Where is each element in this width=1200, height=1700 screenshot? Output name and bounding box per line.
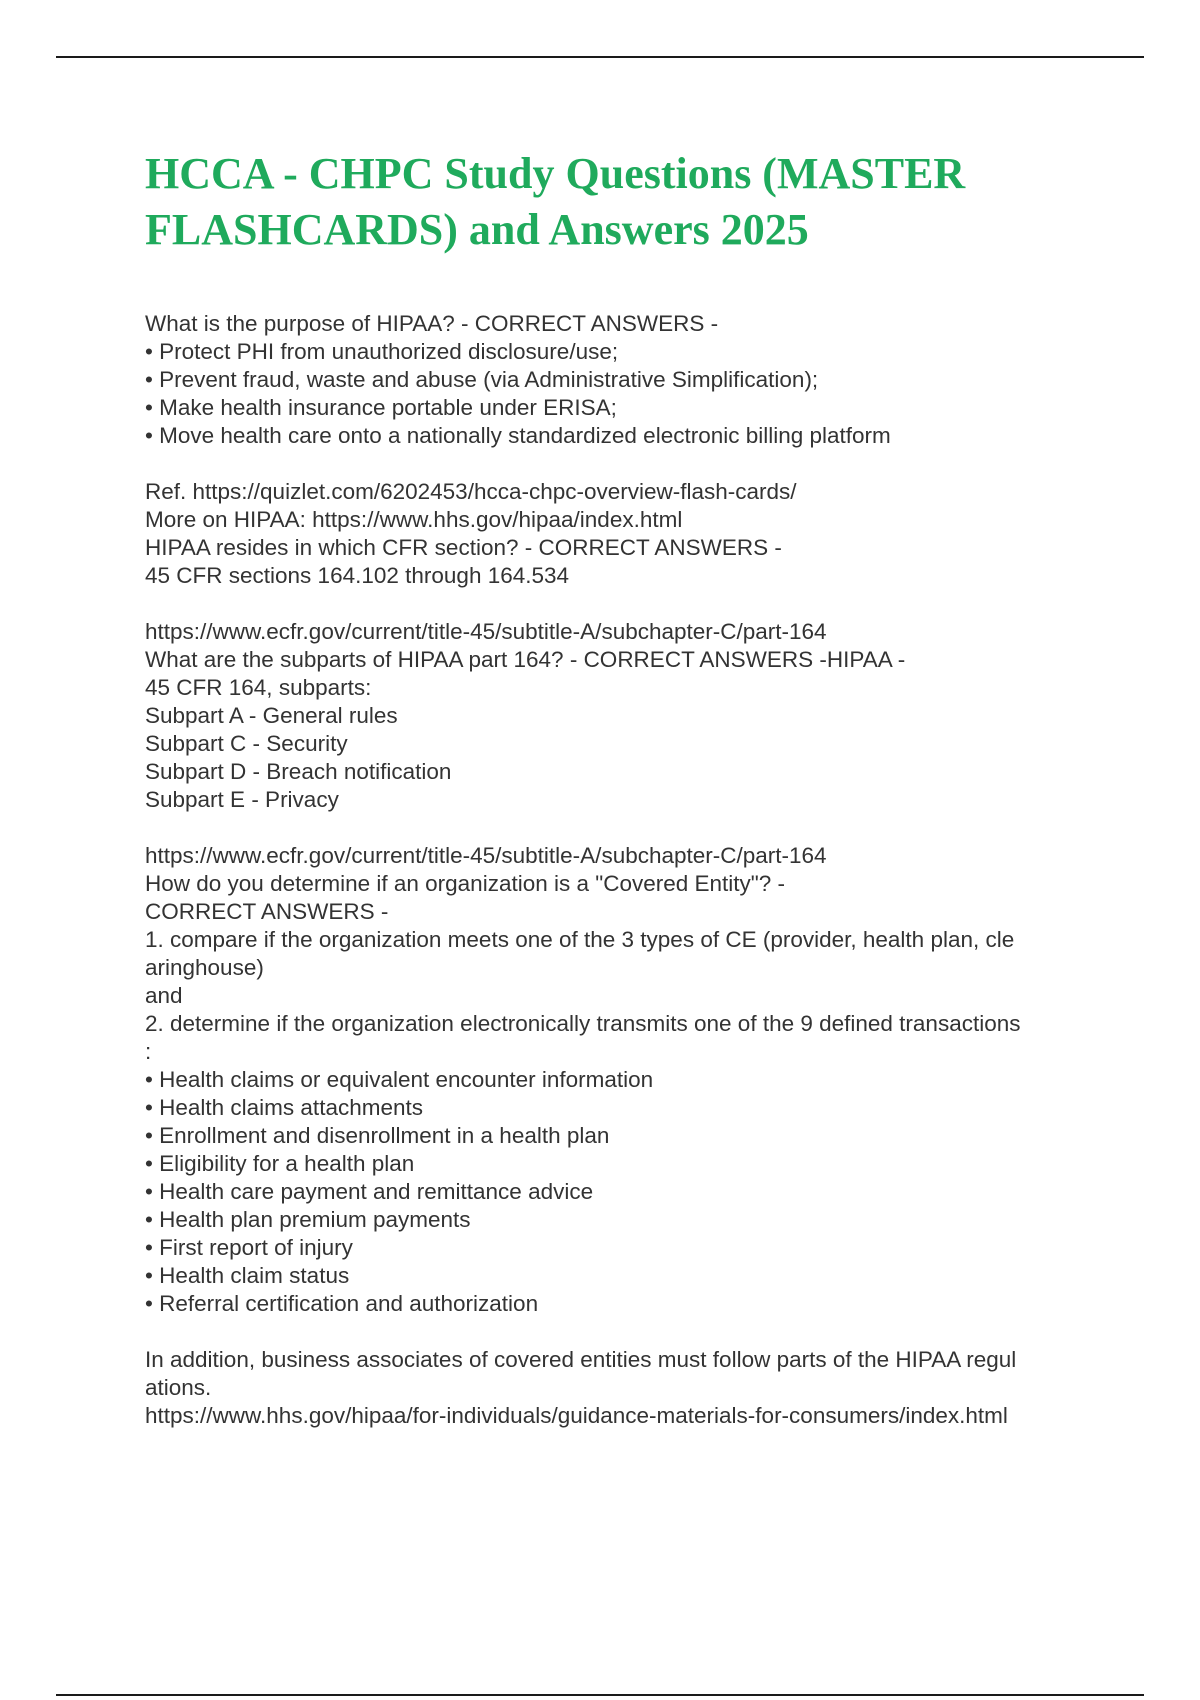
title-line-2: FLASHCARDS) and Answers 2025 [145, 205, 809, 254]
question-line: How do you determine if an organization is a "Covered Entity"? - [145, 871, 786, 896]
bullet-item: • Move health care onto a nationally standardized electronic billing platform [145, 423, 891, 448]
subpart-item: Subpart D - Breach notification [145, 759, 452, 784]
answer-line: 45 CFR 164, subparts: [145, 675, 372, 700]
subpart-item: Subpart C - Security [145, 731, 348, 756]
reference-link: Ref. https://quizlet.com/6202453/hcca-chpc-overview-flash-cards/ [145, 479, 797, 504]
bullet-item: • Health care payment and remittance advice [145, 1179, 594, 1204]
bullet-item: • Referral certification and authorization [145, 1291, 539, 1316]
paragraph-gap [145, 1318, 1105, 1346]
answer-line: aringhouse) [145, 955, 264, 980]
bullet-item: • Health claims or equivalent encounter information [145, 1067, 654, 1092]
answer-line: In addition, business associates of covered entities must follow parts of the HIPAA regul [145, 1347, 1017, 1372]
paragraph-gap [145, 450, 1105, 478]
bullet-item: • Enrollment and disenrollment in a health plan [145, 1123, 610, 1148]
document-title [145, 146, 1125, 258]
reference-link: https://www.hhs.gov/hipaa/for-individuals/guidance-materials-for-consumers/index.html [145, 1403, 1008, 1428]
bullet-item: • Health claim status [145, 1263, 350, 1288]
bullet-item: • Health plan premium payments [145, 1207, 471, 1232]
bullet-item: • Make health insurance portable under ERISA; [145, 395, 617, 420]
answer-line: : [145, 1039, 152, 1064]
bullet-item: • First report of injury [145, 1235, 353, 1260]
bullet-item: • Protect PHI from unauthorized disclosure/use; [145, 339, 619, 364]
answer-line: 2. determine if the organization electronically transmits one of the 9 defined transactions [145, 1011, 1021, 1036]
bullet-item: • Health claims attachments [145, 1095, 423, 1120]
subpart-item: Subpart A - General rules [145, 703, 398, 728]
answer-line: and [145, 983, 183, 1008]
answer-line: CORRECT ANSWERS - [145, 899, 389, 924]
answer-line: 1. compare if the organization meets one of the 3 types of CE (provider, health plan, cle [145, 927, 1015, 952]
bullet-item: • Prevent fraud, waste and abuse (via Administrative Simplification); [145, 367, 819, 392]
paragraph-gap [145, 590, 1105, 618]
document-body [145, 310, 1105, 1430]
title-line-1: HCCA - CHPC Study Questions (MASTER [145, 149, 966, 198]
subpart-item: Subpart E - Privacy [145, 787, 339, 812]
reference-link: https://www.ecfr.gov/current/title-45/subtitle-A/subchapter-C/part-164 [145, 619, 827, 644]
answer-line: ations. [145, 1375, 212, 1400]
question-line: What is the purpose of HIPAA? - CORRECT ANSWERS - [145, 311, 719, 336]
bullet-item: • Eligibility for a health plan [145, 1151, 415, 1176]
bottom-rule [56, 1694, 1144, 1696]
reference-link: https://www.ecfr.gov/current/title-45/subtitle-A/subchapter-C/part-164 [145, 843, 827, 868]
question-line: What are the subparts of HIPAA part 164? - CORRECT ANSWERS -HIPAA - [145, 647, 906, 672]
answer-line: 45 CFR sections 164.102 through 164.534 [145, 563, 570, 588]
reference-link: More on HIPAA: https://www.hhs.gov/hipaa/index.html [145, 507, 683, 532]
top-rule [56, 56, 1144, 58]
paragraph-gap [145, 814, 1105, 842]
question-line: HIPAA resides in which CFR section? - CORRECT ANSWERS - [145, 535, 782, 560]
